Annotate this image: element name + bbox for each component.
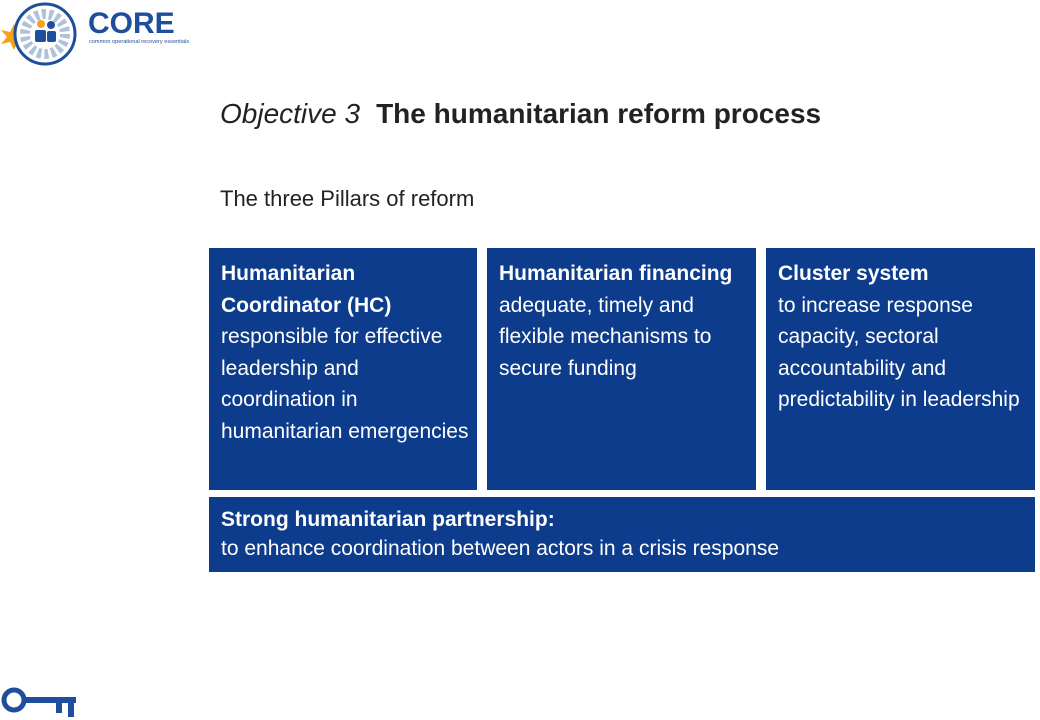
pillar-humanitarian-financing — [487, 248, 756, 490]
logo-wordmark: CORE — [88, 7, 175, 40]
pillar-body: adequate, timely and flexible mechanisms to secure funding — [499, 293, 712, 380]
key-icon — [0, 684, 80, 720]
pillar-heading: Humanitarian Coordinator (HC) — [221, 262, 392, 317]
title-main: The humanitarian reform process — [376, 98, 822, 129]
pillar-humanitarian-coordinator — [209, 248, 477, 490]
subtitle: The three Pillars of reform — [220, 186, 475, 211]
partnership-heading: Strong humanitarian partnership: — [221, 508, 555, 531]
pillar-cluster-system — [766, 248, 1035, 490]
partnership-body: to enhance coordination between actors in a crisis response — [221, 537, 779, 560]
pillar-body: to increase response capacity, sectoral accountability and predictability in leadership — [778, 293, 1020, 411]
partnership-box — [209, 497, 1035, 572]
pillar-body: responsible for effective leadership and coordination in humanitarian emergencies — [221, 325, 469, 443]
objective-label: Objective 3 — [220, 98, 361, 129]
core-logo-icon — [0, 0, 200, 70]
core-logo — [0, 0, 200, 70]
page-title — [220, 96, 821, 132]
pillar-heading: Cluster system — [778, 262, 929, 285]
pillar-heading: Humanitarian financing — [499, 262, 733, 285]
logo-tagline: common operational recovery essentials — [89, 39, 190, 45]
